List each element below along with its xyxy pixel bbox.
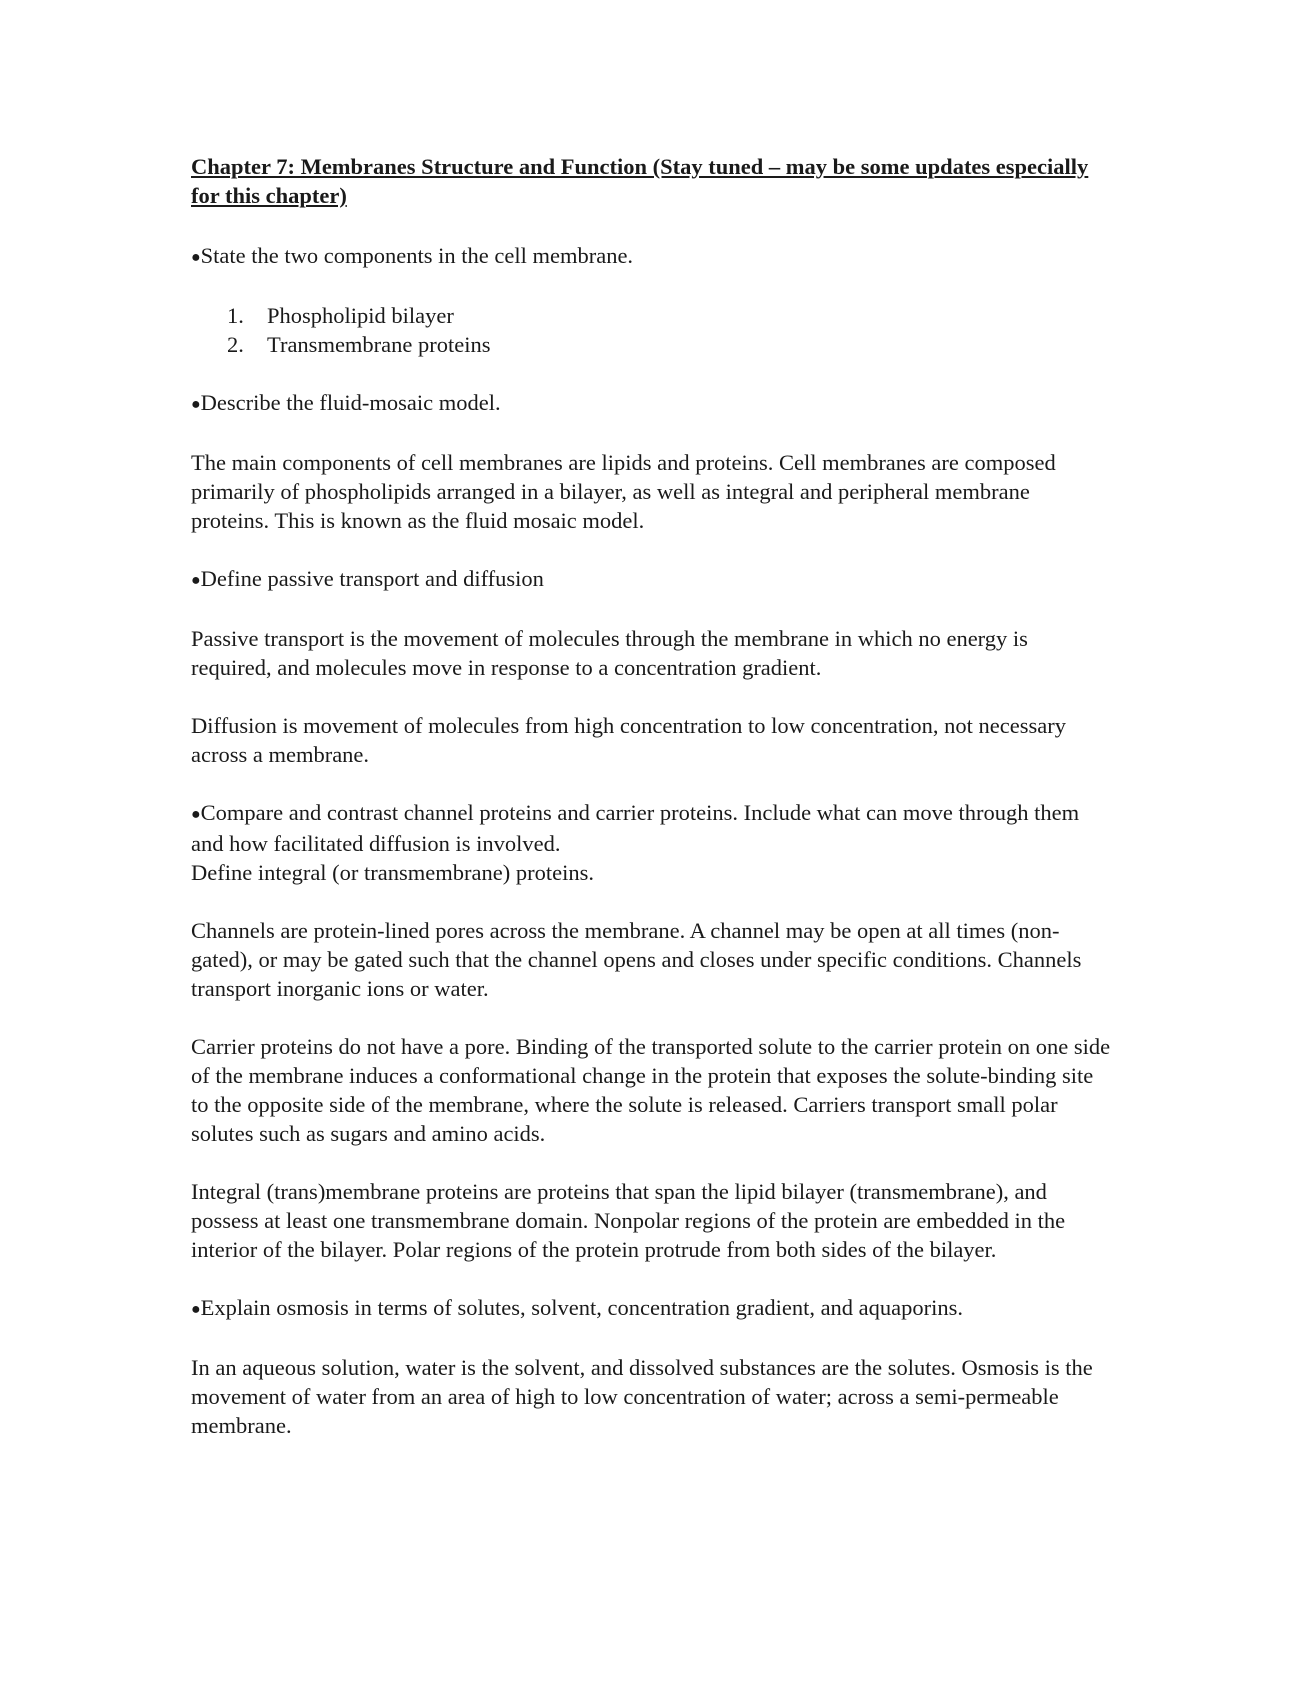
question-components <box>191 241 1111 272</box>
components-list <box>191 301 1111 359</box>
answer-paragraph: Channels are protein-lined pores across the membrane. A channel may be open at all times (non-gated), or may be gated such that the channel opens and closes under specific conditions. Channels transport inorganic ions or water. <box>191 918 1082 1001</box>
list-item-text: Transmembrane proteins <box>267 332 491 357</box>
answer-paragraph: In an aqueous solution, water is the solvent, and dissolved substances are the solutes. Osmosis is the movement of water from an area of high to low concentration of water; across a semi-permeable membrane. <box>191 1355 1093 1438</box>
question-text: State the two components in the cell membrane. <box>200 243 634 268</box>
bullet-icon: ● <box>191 572 201 589</box>
question-text: Explain osmosis in terms of solutes, solvent, concentration gradient, and aquaporins. <box>200 1295 964 1320</box>
answer-paragraph: Integral (trans)membrane proteins are proteins that span the lipid bilayer (transmembrane), and possess at least one transmembrane domain. Nonpolar regions of the protein are embedded in the interior of the bilayer. Polar regions of the protein protrude from both sides of the bilayer. <box>191 1179 1066 1262</box>
chapter-title: Chapter 7: Membranes Structure and Function (Stay tuned – may be some updates especially for this chapter) <box>191 154 1089 208</box>
question-integral-proteins: Define integral (or transmembrane) proteins. <box>191 860 594 885</box>
bullet-icon: ● <box>191 806 201 823</box>
bullet-icon: ● <box>191 1301 201 1318</box>
question-text: Compare and contrast channel proteins and carrier proteins. Include what can move through them and how facilitated diffusion is involved. <box>191 800 1080 856</box>
list-item <box>191 301 1111 330</box>
question-fluid-mosaic <box>191 388 1111 419</box>
answer-paragraph: Passive transport is the movement of molecules through the membrane in which no energy is required, and molecules move in response to a concentration gradient. <box>191 626 1028 680</box>
question-text: Describe the fluid-mosaic model. <box>200 390 501 415</box>
document-body <box>191 152 1111 1440</box>
question-osmosis <box>191 1293 1111 1324</box>
list-number: 1. <box>227 303 244 328</box>
question-text: Define passive transport and diffusion <box>200 566 544 591</box>
question-channel-carrier <box>191 798 1111 858</box>
answer-paragraph: The main components of cell membranes are lipids and proteins. Cell membranes are composed primarily of phospholipids arranged in a bilayer, as well as integral and peripheral membrane proteins. This is known as the fluid mosaic model. <box>191 450 1056 533</box>
answer-paragraph: Carrier proteins do not have a pore. Binding of the transported solute to the carrier protein on one side of the membrane induces a conformational change in the protein that exposes the solute-binding site to the opposite side of the membrane, where the solute is released. Carriers transport small polar solutes such as sugars and amino acids. <box>191 1034 1111 1146</box>
question-passive-transport <box>191 564 1111 595</box>
list-item-text: Phospholipid bilayer <box>267 303 454 328</box>
list-number: 2. <box>227 332 244 357</box>
list-item <box>191 330 1111 359</box>
bullet-icon: ● <box>191 249 201 266</box>
bullet-icon: ● <box>191 396 201 413</box>
answer-paragraph: Diffusion is movement of molecules from high concentration to low concentration, not necessary across a membrane. <box>191 713 1066 767</box>
